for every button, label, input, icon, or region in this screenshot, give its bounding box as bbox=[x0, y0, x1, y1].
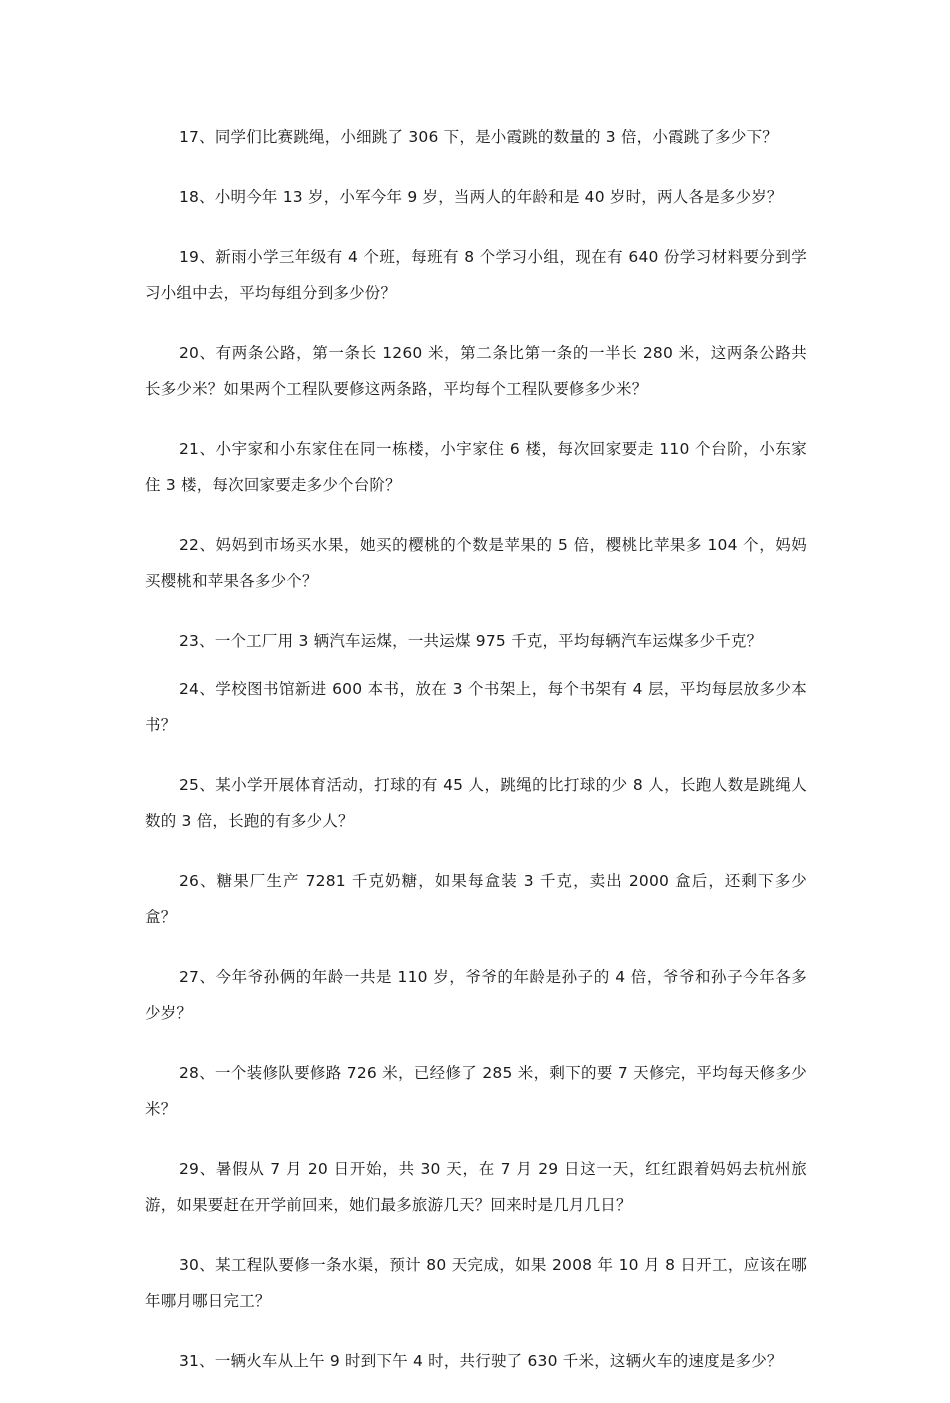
problem-list bbox=[145, 119, 807, 1403]
problem-29: 29、暑假从 7 月 20 日开始，共 30 天，在 7 月 29 日这一天，红红跟着妈妈去杭州旅游，如果要赶在开学前回来，她们最多旅游几天？回来时是几月几日？ bbox=[145, 1160, 807, 1214]
problem-17: 17、同学们比赛跳绳，小细跳了 306 下，是小霞跳的数量的 3 倍，小霞跳了多少下？ bbox=[179, 128, 778, 146]
problem-19: 19、新雨小学三年级有 4 个班，每班有 8 个学习小组，现在有 640 份学习材料要分到学习小组中去，平均每组分到多少份？ bbox=[145, 248, 807, 302]
problem-24: 24、学校图书馆新进 600 本书，放在 3 个书架上，每个书架有 4 层，平均每层放多少本书？ bbox=[145, 680, 807, 734]
problem-30: 30、某工程队要修一条水渠，预计 80 天完成，如果 2008 年 10 月 8 日开工，应该在哪年哪月哪日完工？ bbox=[145, 1256, 807, 1310]
problem-20: 20、有两条公路，第一条长 1260 米，第二条比第一条的一半长 280 米，这两条公路共长多少米？如果两个工程队要修这两条路，平均每个工程队要修多少米？ bbox=[145, 344, 807, 398]
problem-23: 23、一个工厂用 3 辆汽车运煤，一共运煤 975 千克，平均每辆汽车运煤多少千克？ bbox=[179, 632, 763, 650]
problem-25: 25、某小学开展体育活动，打球的有 45 人，跳绳的比打球的少 8 人，长跑人数是跳绳人数的 3 倍，长跑的有多少人？ bbox=[145, 776, 807, 830]
problem-22: 22、妈妈到市场买水果，她买的樱桃的个数是苹果的 5 倍，樱桃比苹果多 104 个，妈妈买樱桃和苹果各多少个？ bbox=[145, 536, 807, 590]
problem-28: 28、一个装修队要修路 726 米，已经修了 285 米，剩下的要 7 天修完，平均每天修多少米？ bbox=[145, 1064, 807, 1118]
problem-18: 18、小明今年 13 岁，小军今年 9 岁，当两人的年龄和是 40 岁时，两人各是多少岁？ bbox=[179, 188, 783, 206]
problem-27: 27、今年爷孙俩的年龄一共是 110 岁，爷爷的年龄是孙子的 4 倍，爷爷和孙子今年各多少岁？ bbox=[145, 968, 807, 1022]
problem-26: 26、糖果厂生产 7281 千克奶糖，如果每盒装 3 千克，卖出 2000 盒后，还剩下多少盒？ bbox=[145, 872, 807, 926]
problem-31: 31、一辆火车从上午 9 时到下午 4 时，共行驶了 630 千米，这辆火车的速度是多少？ bbox=[179, 1352, 783, 1370]
problem-21: 21、小宇家和小东家住在同一栋楼，小宇家住 6 楼，每次回家要走 110 个台阶，小东家住 3 楼，每次回家要走多少个台阶？ bbox=[145, 440, 807, 494]
